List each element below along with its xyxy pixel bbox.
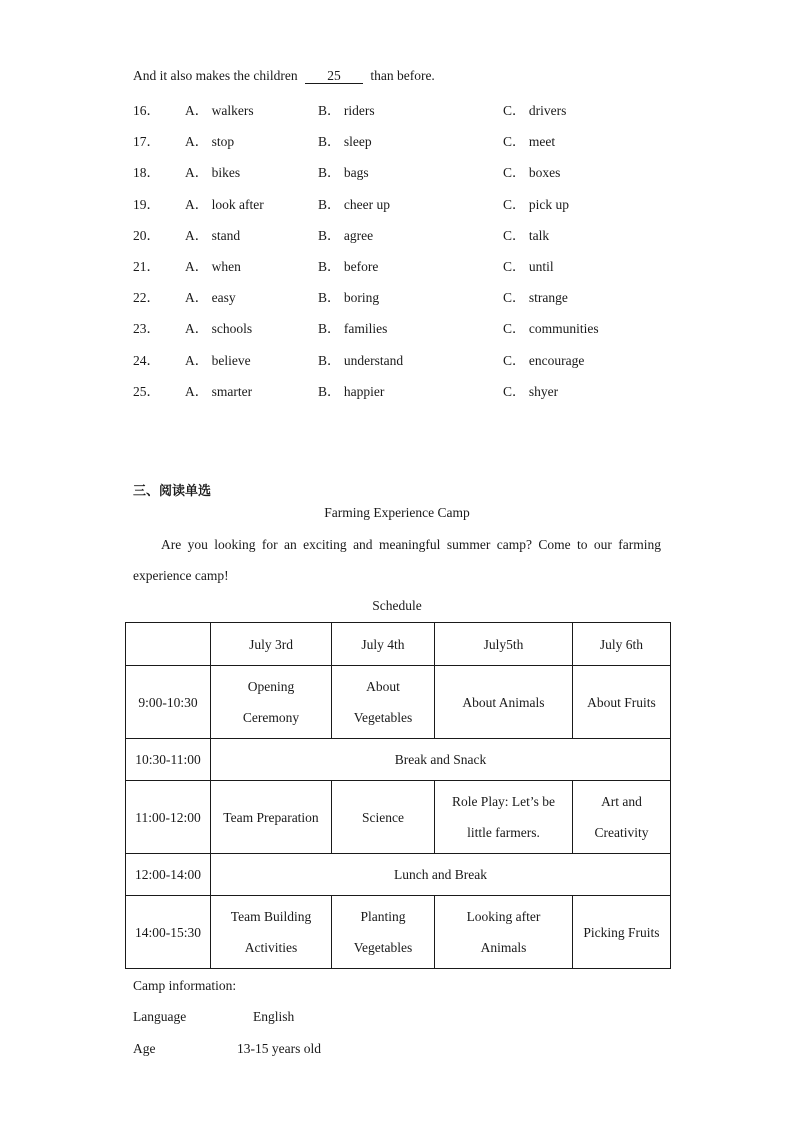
option-b: B． agree: [318, 227, 374, 243]
option-b: B． happier: [318, 383, 385, 399]
question-number: 19．: [133, 196, 160, 212]
option-a: A． stand: [185, 227, 241, 243]
intro-line-2: experience camp!: [133, 568, 229, 583]
option-b: B． cheer up: [318, 196, 390, 212]
activity-line: Activities: [244, 940, 298, 955]
question-number: 25．: [133, 383, 160, 399]
activity-line: Opening: [247, 679, 295, 694]
option-c: C． meet: [503, 134, 556, 150]
activity-cell: [435, 666, 573, 739]
option-c: C． encourage: [503, 352, 585, 368]
option-a: A． walkers: [185, 103, 254, 118]
activity-line: Picking Fruits: [583, 924, 660, 940]
option-b: B． bags: [318, 165, 369, 181]
schedule-day-header: July 3rd: [211, 623, 332, 666]
option-b: B． understand: [318, 352, 404, 368]
activity-cell: [573, 896, 671, 969]
option-c: C． drivers: [503, 103, 567, 118]
passage-title: Farming Experience Camp: [324, 505, 470, 520]
question-number: 24．: [133, 352, 160, 368]
time-slot-cell: 14:00-15:30: [126, 896, 211, 969]
option-c: C． boxes: [503, 165, 561, 181]
option-a: A． when: [185, 259, 241, 274]
sentence-start: And it also makes the children: [133, 68, 298, 83]
activity-cell: [573, 666, 671, 739]
age-label: Age: [133, 1041, 156, 1056]
activity-line: Animals: [480, 940, 527, 955]
activity-line: Creativity: [594, 825, 649, 840]
option-c: C． strange: [503, 290, 568, 306]
option-c: C． shyer: [503, 383, 559, 399]
activity-line: Team Preparation: [223, 809, 319, 825]
question-number: 17．: [133, 134, 160, 150]
activity-cell: [211, 781, 332, 854]
activity-cell: [332, 781, 435, 854]
activity-cell: [332, 896, 435, 969]
question-number: 16．: [133, 103, 160, 118]
schedule-row: [126, 896, 671, 969]
schedule-row: [126, 666, 671, 739]
option-c: C． until: [503, 259, 554, 274]
cloze-final-sentence: [133, 68, 435, 84]
option-b: B． before: [318, 259, 379, 274]
merged-activity-cell: Lunch and Break: [211, 854, 671, 896]
schedule-table: [125, 622, 671, 969]
option-a: A． bikes: [185, 165, 241, 181]
activity-cell: [332, 666, 435, 739]
schedule-day-header: July 6th: [573, 623, 671, 666]
language-label: Language: [133, 1009, 187, 1024]
section-heading: 三、阅读单选: [133, 484, 212, 499]
activity-line: Looking after: [466, 909, 541, 924]
question-number: 18．: [133, 165, 160, 181]
activity-line: Art and: [601, 794, 642, 809]
age-value: 13-15 years old: [237, 1041, 321, 1056]
question-number: 20．: [133, 227, 160, 243]
question-row: [133, 161, 733, 181]
activity-line: Planting: [360, 909, 406, 924]
time-slot-cell: 10:30-11:00: [126, 739, 211, 781]
activity-line: About Fruits: [587, 694, 656, 710]
camp-info-heading: Camp information:: [133, 978, 237, 993]
option-b: B． sleep: [318, 134, 372, 150]
activity-cell: [435, 896, 573, 969]
question-number: 23．: [133, 321, 160, 337]
activity-cell: [573, 781, 671, 854]
schedule-row: [126, 781, 671, 854]
schedule-row: [126, 854, 671, 896]
option-a: A． schools: [185, 321, 253, 337]
activity-line: Role Play: Let’s be: [451, 794, 556, 809]
activity-cell: [435, 781, 573, 854]
answer-blank-25: 25: [305, 69, 363, 84]
activity-cell: [211, 666, 332, 739]
option-a: A． stop: [185, 134, 235, 150]
schedule-row: [126, 739, 671, 781]
question-row: [133, 380, 733, 400]
question-row: [133, 349, 733, 369]
activity-line: Vegetables: [353, 710, 413, 725]
activity-line: Science: [362, 809, 404, 825]
option-c: C． talk: [503, 227, 550, 243]
question-row: [133, 130, 733, 150]
question-row: [133, 193, 733, 213]
option-c: C． pick up: [503, 196, 569, 212]
option-c: C． communities: [503, 321, 599, 337]
activity-line: little farmers.: [467, 825, 540, 840]
option-a: A． believe: [185, 352, 251, 368]
option-b: B． boring: [318, 290, 380, 306]
question-row: [133, 286, 733, 306]
schedule-corner-cell: [126, 623, 211, 666]
intro-text-1: Are you looking for an exciting and meaningful summer camp? Come to our farming: [161, 537, 661, 552]
activity-cell: [211, 896, 332, 969]
option-a: A． easy: [185, 290, 236, 306]
time-slot-cell: 9:00-10:30: [126, 666, 211, 739]
schedule-header-row: [126, 623, 671, 666]
time-slot-cell: 12:00-14:00: [126, 854, 211, 896]
activity-line: Team Building: [230, 909, 312, 924]
activity-line: About Animals: [462, 694, 545, 710]
option-b: B． families: [318, 321, 388, 337]
language-value: English: [253, 1009, 295, 1024]
question-row: [133, 255, 733, 275]
question-row: [133, 224, 733, 244]
intro-line-1: [161, 537, 661, 553]
activity-line: Vegetables: [353, 940, 413, 955]
activity-line: Ceremony: [242, 710, 300, 725]
question-number: 22．: [133, 290, 160, 306]
schedule-caption: Schedule: [372, 598, 422, 613]
activity-line: About: [366, 679, 400, 694]
option-a: A． look after: [185, 196, 264, 212]
option-b: B． riders: [318, 103, 375, 118]
merged-activity-cell: Break and Snack: [211, 739, 671, 781]
schedule-day-header: July 4th: [332, 623, 435, 666]
question-row: [133, 99, 733, 119]
time-slot-cell: 11:00-12:00: [126, 781, 211, 854]
schedule-day-header: July5th: [435, 623, 573, 666]
question-row: [133, 317, 733, 337]
option-a: A． smarter: [185, 383, 253, 399]
question-number: 21．: [133, 259, 160, 274]
sentence-end: than before.: [370, 68, 435, 83]
